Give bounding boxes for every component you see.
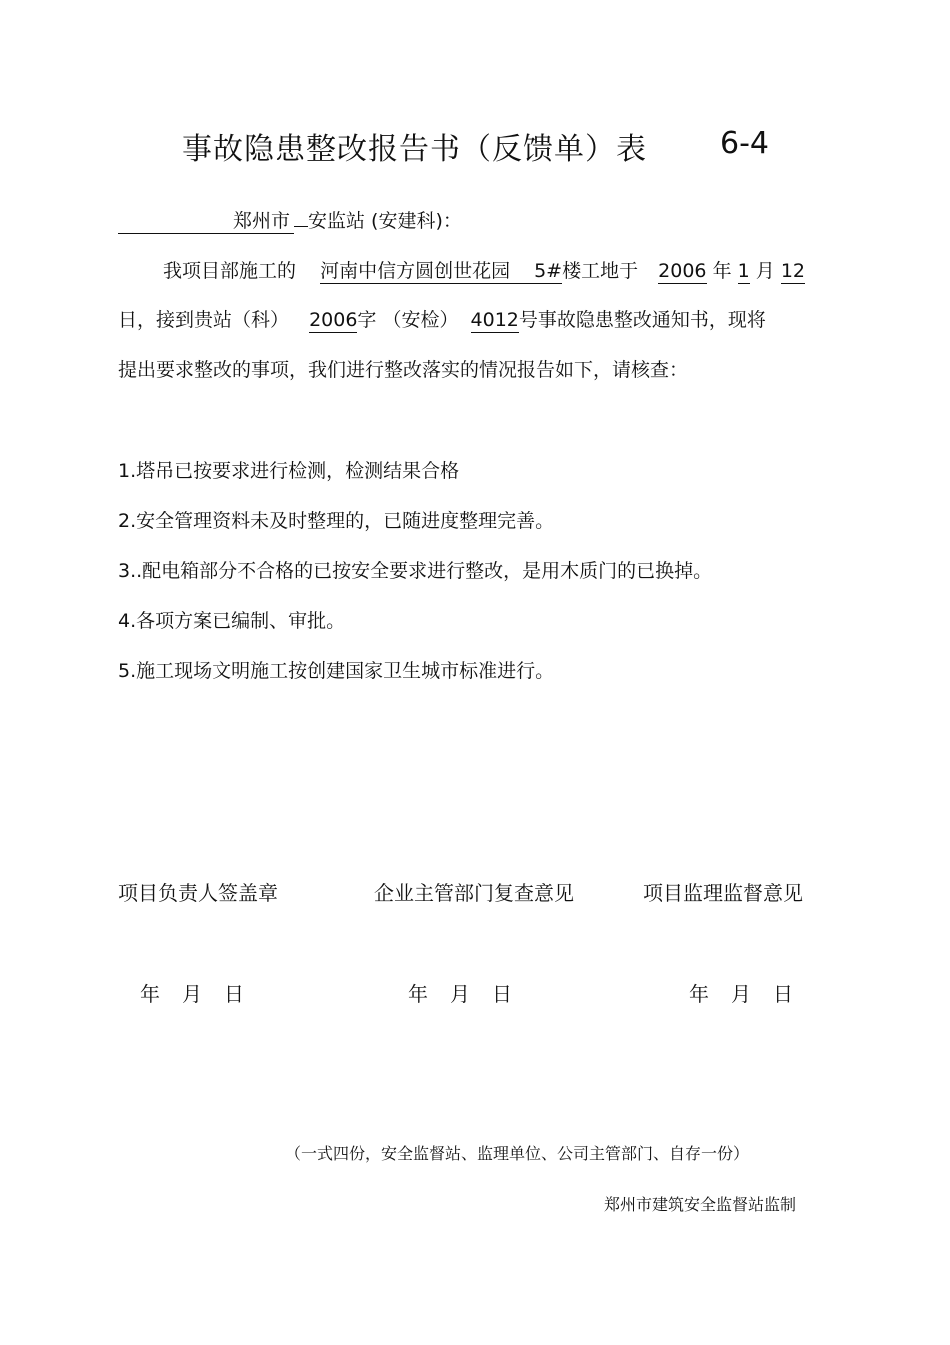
addressee-city: 郑州市 xyxy=(118,211,294,234)
company-review-label: 企业主管部门复查意见 xyxy=(374,881,574,905)
month-label: 月 xyxy=(755,260,775,282)
list-item: 3..配电箱部分不合格的已按安全要求进行整改，是用木质门的已换掉。 xyxy=(118,560,713,582)
date-day: 日 xyxy=(773,982,793,1006)
report-day: 12 xyxy=(780,260,806,282)
paragraph-line-1 xyxy=(163,256,805,284)
notice-number: 4012 xyxy=(470,309,519,331)
list-item: 2.安全管理资料未及时整理的，已随进度整理完善。 xyxy=(118,510,555,532)
building-number: 5# xyxy=(510,261,562,284)
date-year: 年 xyxy=(689,982,709,1006)
intro-text: 我项目部施工的 xyxy=(163,260,297,282)
date-year: 年 xyxy=(140,982,160,1006)
copies-note: （一式四份，安全监督站、监理单位、公司主管部门、自存一份） xyxy=(285,1144,750,1163)
date-month: 月 xyxy=(182,982,202,1006)
paragraph-line-2 xyxy=(118,305,766,333)
form-number: 6-4 xyxy=(720,126,769,161)
date-month: 月 xyxy=(450,982,470,1006)
notice-year: 2006 xyxy=(309,309,358,331)
date-block-1 xyxy=(140,978,266,1007)
addressee-blank xyxy=(294,226,308,227)
report-year: 2006 xyxy=(658,260,707,282)
list-item: 4.各项方案已编制、审批。 xyxy=(118,610,346,632)
date-day: 日 xyxy=(224,982,244,1006)
notice-suffix: 号事故隐患整改通知书，现将 xyxy=(518,309,766,331)
list-item: 5.施工现场文明施工按创建国家卫生城市标准进行。 xyxy=(118,660,555,682)
addressee-suffix: 安监站 (安建科)： xyxy=(308,210,462,232)
document-title: 事故隐患整改报告书（反馈单）表 xyxy=(182,132,647,167)
date-month: 月 xyxy=(731,982,751,1006)
date-block-3 xyxy=(689,978,815,1007)
day-label: 日，接到贵站（科） xyxy=(118,309,290,331)
addressee-line xyxy=(118,206,462,234)
year-label: 年 xyxy=(712,260,732,282)
building-suffix: 楼工地于 xyxy=(562,260,639,282)
date-block-2 xyxy=(408,978,534,1007)
report-month: 1 xyxy=(737,260,750,282)
list-item: 1.塔吊已按要求进行检测，检测结果合格 xyxy=(118,460,460,482)
project-lead-signature-label: 项目负责人签盖章 xyxy=(118,881,278,905)
supervision-opinion-label: 项目监理监督意见 xyxy=(643,881,803,905)
issuer-line: 郑州市建筑安全监督站监制 xyxy=(604,1195,797,1214)
paragraph-line-3: 提出要求整改的事项，我们进行整改落实的情况报告如下，请核查： xyxy=(118,359,689,381)
notice-year-label: 字 （安检） xyxy=(357,309,459,331)
project-name: 河南中信方圆创世花园 xyxy=(320,260,511,282)
date-year: 年 xyxy=(408,982,428,1006)
date-day: 日 xyxy=(492,982,512,1006)
